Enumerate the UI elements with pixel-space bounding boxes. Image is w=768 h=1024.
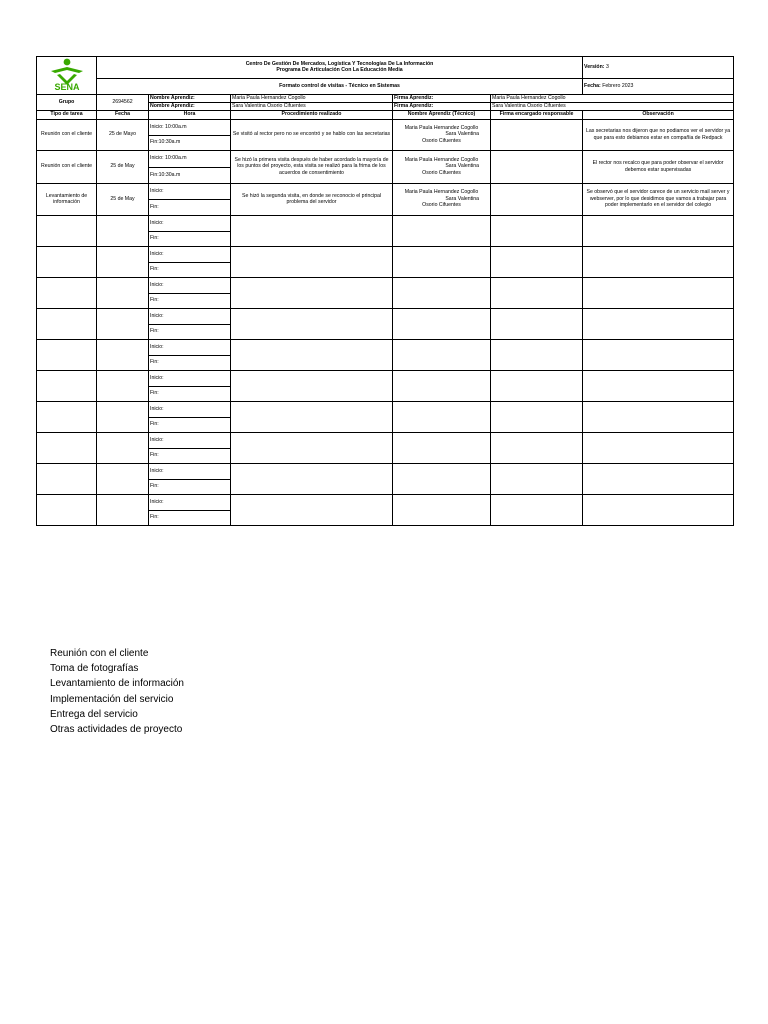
nombre-line3: Osorio Cifuentes (422, 202, 461, 209)
firma-cell (491, 150, 583, 183)
empty-table-row (37, 308, 734, 324)
inicio-cell: Inicio: (149, 277, 231, 293)
form-title: Formato control de visitas - Técnico en Sistemas (97, 78, 583, 94)
procedimiento-cell (231, 339, 393, 370)
empty-table-row (37, 432, 734, 448)
fecha-cell (97, 215, 149, 246)
procedimiento-cell (231, 370, 393, 401)
legend-item: Reunión con el cliente (50, 648, 149, 659)
fecha-cell (97, 277, 149, 308)
nombre-aprendiz-label-2: Nombre Aprendiz: (149, 102, 231, 110)
observacion-cell (583, 401, 734, 432)
empty-table-row (37, 494, 734, 510)
observacion-cell: El rector nos recalco que para poder observar el servidor debemos estar supervisadas (583, 150, 734, 183)
fecha-cell (97, 494, 149, 525)
fecha-cell (97, 339, 149, 370)
fin-cell: Fin: (149, 510, 231, 525)
firma-aprendiz-2: Sara Valentina Osorio Cifuentes (491, 102, 734, 110)
fecha-cell: 25 de Mayo (97, 119, 149, 150)
fecha-cell: 25 de May (97, 150, 149, 183)
firma-cell (491, 494, 583, 525)
table-row (37, 119, 734, 135)
fin-cell: Fin: (149, 199, 231, 215)
empty-table-row (37, 401, 734, 417)
nombre-cell (393, 339, 491, 370)
nombre-line3: Osorio Cifuentes (422, 137, 461, 144)
observacion-cell (583, 463, 734, 494)
firma-cell (491, 246, 583, 277)
inicio-cell: Inicio: (149, 215, 231, 231)
tipo-cell (37, 401, 97, 432)
legend-item: Implementación del servicio (50, 693, 174, 705)
firma-aprendiz-label-1: Firma Aprendiz: (393, 94, 491, 102)
visit-control-sheet (36, 56, 733, 526)
tipo-cell (37, 463, 97, 494)
inicio-cell: Inicio: (149, 463, 231, 479)
fin-cell: Fin: (149, 355, 231, 370)
tipo-cell (37, 277, 97, 308)
nombre-line2: Sara Valentina (445, 195, 479, 202)
firma-cell (491, 463, 583, 494)
observacion-cell (583, 339, 734, 370)
nombre-cell (393, 370, 491, 401)
sena-logo (45, 57, 89, 91)
legend-item: Toma de fotografías (50, 663, 139, 675)
nombre-line1: Maria Paula Hernandez Cogollo (404, 156, 479, 163)
legend-item: Levantamiento de información (50, 678, 184, 690)
procedimiento-cell (231, 463, 393, 494)
observacion-cell (583, 277, 734, 308)
nombre-cell (393, 246, 491, 277)
nombre-cell (393, 308, 491, 339)
fin-cell: Fin: (149, 262, 231, 277)
fecha-label: Fecha: (584, 82, 601, 89)
fecha-cell (97, 463, 149, 494)
inicio-cell: Inicio: (149, 432, 231, 448)
tipo-cell (37, 432, 97, 463)
tipo-cell (37, 494, 97, 525)
task-type-legend (50, 646, 184, 737)
observacion-cell: Se observó que el servidor carece de un servicio mail server y webserver, por lo que desidimos que vamos a trabajar para poder implementarlo en el servidor del colegio (583, 183, 734, 215)
tipo-cell (37, 370, 97, 401)
aprendiz-name-2: Sara Valentina Osorio Cifuentes (231, 102, 393, 110)
observacion-cell (583, 494, 734, 525)
col-header-nombre: Nombre Aprendiz (Técnico) (393, 110, 491, 119)
tipo-cell: Levantamiento de información (37, 183, 97, 215)
version-value: 3 (605, 64, 609, 71)
nombre-line1: Maria Paula Hernandez Cogollo (404, 124, 479, 131)
col-header-fecha: Fecha (97, 110, 149, 119)
procedimiento-cell (231, 432, 393, 463)
empty-table-row (37, 246, 734, 262)
logo-text: SENA (53, 82, 80, 91)
empty-table-row (37, 339, 734, 355)
fin-cell: Fin: (149, 293, 231, 308)
nombre-cell (393, 119, 491, 150)
observacion-cell (583, 246, 734, 277)
col-header-hora: Hora (149, 110, 231, 119)
fin-cell: Fin: (149, 324, 231, 339)
firma-cell (491, 308, 583, 339)
nombre-cell (393, 494, 491, 525)
firma-cell (491, 339, 583, 370)
inicio-cell: Inicio: 10:00a.m (149, 119, 231, 135)
tipo-cell: Reunión con el cliente (37, 119, 97, 150)
fecha-cell (97, 370, 149, 401)
legend-item: Entrega del servicio (50, 708, 138, 720)
procedimiento-cell (231, 494, 393, 525)
fecha-cell (97, 308, 149, 339)
fin-cell: Fin:10:30a.m (149, 135, 231, 150)
fin-cell: Fin: (149, 417, 231, 432)
nombre-cell (393, 277, 491, 308)
inicio-cell: Inicio: (149, 308, 231, 324)
firma-cell (491, 215, 583, 246)
firma-cell (491, 183, 583, 215)
table-row (37, 150, 734, 167)
empty-table-row (37, 463, 734, 479)
tipo-cell (37, 339, 97, 370)
center-title-line1: Centro De Gestión De Mercados, Logística Y Tecnologías De La Información (245, 60, 434, 67)
col-header-firma: Firma encargado responsable (491, 110, 583, 119)
fin-cell: Fin: (149, 386, 231, 401)
tipo-cell (37, 215, 97, 246)
nombre-cell (393, 401, 491, 432)
fin-cell: Fin:10:30a.m (149, 167, 231, 183)
observacion-cell (583, 215, 734, 246)
col-header-tipo: Tipo de tarea (37, 110, 97, 119)
observacion-cell (583, 308, 734, 339)
grupo-label: Grupo (37, 94, 97, 110)
version-cell (583, 57, 734, 79)
nombre-cell (393, 150, 491, 183)
col-header-observacion: Observación (583, 110, 734, 119)
legend-item: Otras actividades de proyecto (50, 724, 183, 736)
fecha-value: Febrero 2023 (602, 82, 634, 89)
inicio-cell: Inicio: (149, 401, 231, 417)
inicio-cell: Inicio: (149, 246, 231, 262)
nombre-cell (393, 463, 491, 494)
firma-cell (491, 432, 583, 463)
tipo-cell (37, 308, 97, 339)
logo-cell (37, 57, 97, 95)
nombre-cell (393, 432, 491, 463)
empty-table-row (37, 370, 734, 386)
firma-cell (491, 401, 583, 432)
nombre-line2: Sara Valentina (445, 131, 479, 138)
nombre-line2: Sara Valentina (445, 163, 479, 170)
nombre-cell (393, 215, 491, 246)
nombre-aprendiz-label-1: Nombre Aprendiz: (149, 94, 231, 102)
empty-table-row (37, 277, 734, 293)
fecha-cell (97, 246, 149, 277)
procedimiento-cell: Se visitó al rector pero no se encontró y se hablo con las secretarias (231, 119, 393, 150)
visit-control-table (36, 56, 734, 526)
observacion-cell: Las secretarias nos dijeron que no podiamos ver el servidor ya que para esto debiamos estar en compañia de Redpack (583, 119, 734, 150)
nombre-cell (393, 183, 491, 215)
inicio-cell: Inicio: (149, 183, 231, 199)
inicio-cell: Inicio: (149, 370, 231, 386)
center-title-line2: Programa De Articulación Con La Educación Media (276, 67, 403, 74)
inicio-cell: Inicio: 10:00a.m (149, 150, 231, 167)
fecha-cell (97, 432, 149, 463)
firma-cell (491, 277, 583, 308)
version-label: Versión: (584, 64, 605, 71)
firma-aprendiz-label-2: Firma Aprendiz: (393, 102, 491, 110)
procedimiento-cell: Se hizó la primera visita después de haber acordado la mayoría de los puntos del proyecto, esta visita se realizó para la frima de los acuerdos de consentimiento (231, 150, 393, 183)
procedimiento-cell (231, 246, 393, 277)
procedimiento-cell (231, 401, 393, 432)
tipo-cell: Reunión con el cliente (37, 150, 97, 183)
inicio-cell: Inicio: (149, 339, 231, 355)
fin-cell: Fin: (149, 448, 231, 463)
grupo-value: 2694562 (97, 94, 149, 110)
firma-aprendiz-1: Maria Paula Hernandez Cogollo (491, 94, 734, 102)
fin-cell: Fin: (149, 479, 231, 494)
firma-cell (491, 370, 583, 401)
inicio-cell: Inicio: (149, 494, 231, 510)
table-row (37, 183, 734, 199)
observacion-cell (583, 370, 734, 401)
procedimiento-cell: Se hizó la segunda visita, en donde se reconocio el principal problema del servidor (231, 183, 393, 215)
aprendiz-name-1: Maria Paula Hernandez Cogollo (231, 94, 393, 102)
empty-table-row (37, 215, 734, 231)
procedimiento-cell (231, 308, 393, 339)
center-title-cell (97, 57, 583, 79)
procedimiento-cell (231, 277, 393, 308)
fecha-cell: 25 de May (97, 183, 149, 215)
tipo-cell (37, 246, 97, 277)
nombre-line1: Maria Paula Hernandez Cogollo (404, 189, 479, 196)
fecha-cell (97, 401, 149, 432)
fin-cell: Fin: (149, 231, 231, 246)
col-header-procedimiento: Procedimiento realizado (231, 110, 393, 119)
procedimiento-cell (231, 215, 393, 246)
observacion-cell (583, 432, 734, 463)
firma-cell (491, 119, 583, 150)
fecha-cell (583, 78, 734, 94)
nombre-line3: Osorio Cifuentes (422, 169, 461, 176)
